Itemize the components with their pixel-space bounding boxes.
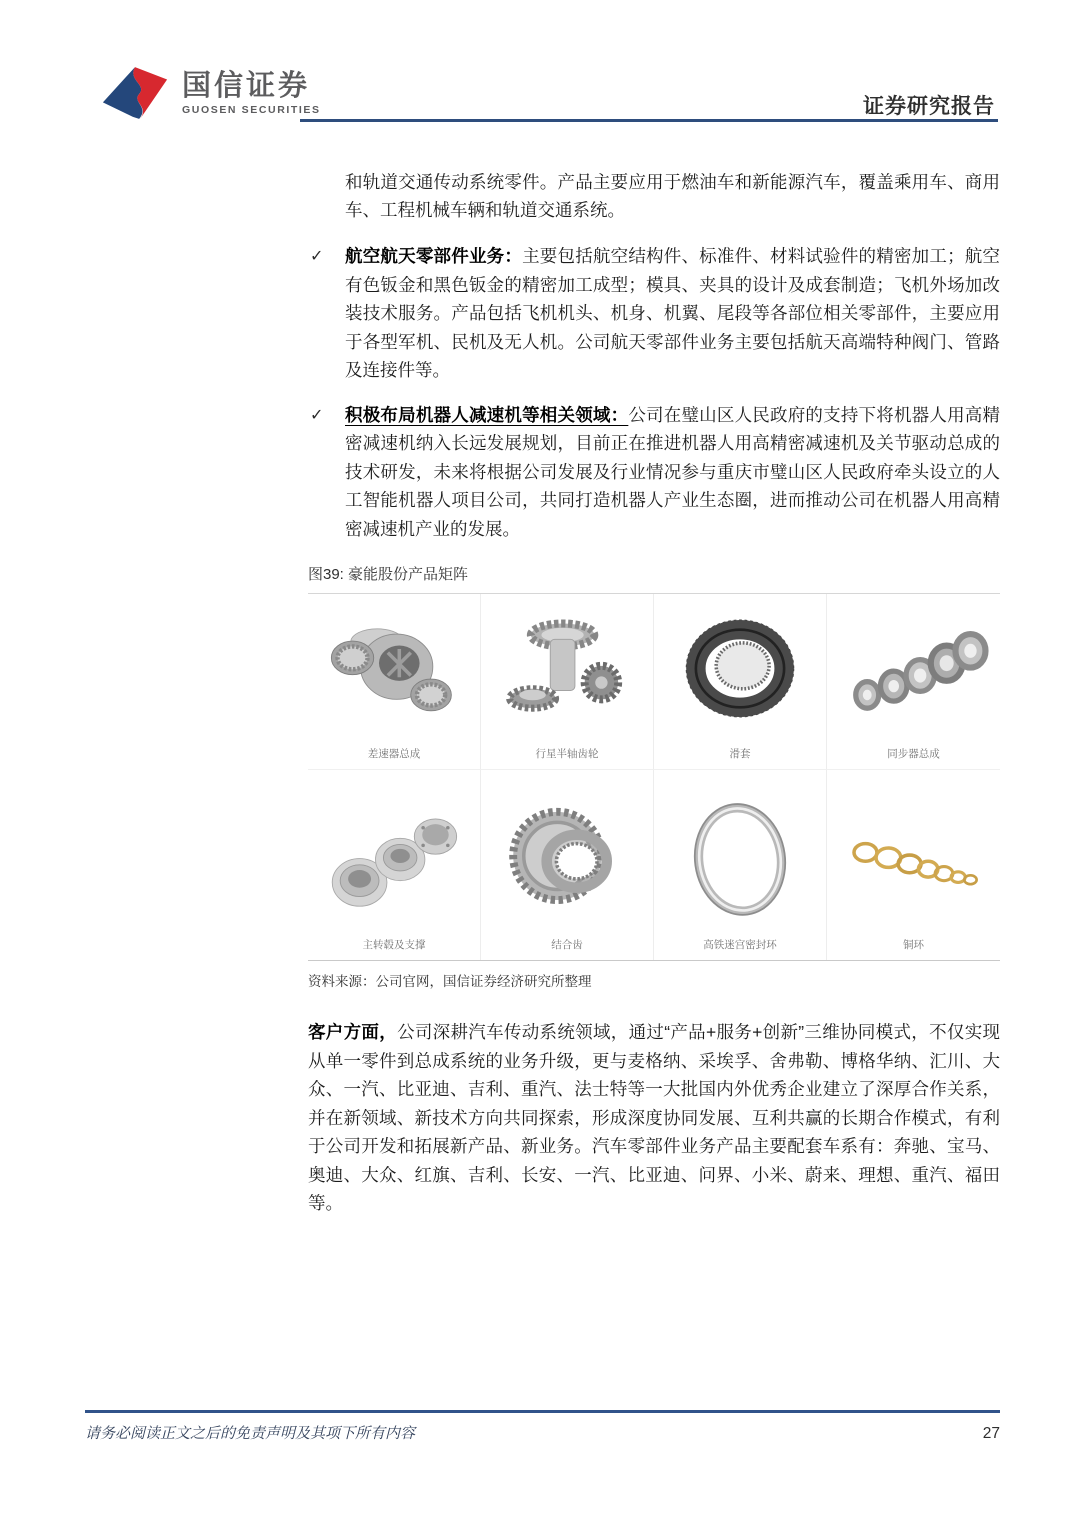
differential-assembly-image bbox=[319, 604, 469, 740]
product-cell bbox=[827, 594, 1000, 770]
product-label: 高铁迷宫密封环 bbox=[703, 939, 777, 951]
bullet-title: 积极布局机器人减速机等相关领域： bbox=[345, 404, 629, 425]
product-cell bbox=[308, 770, 481, 960]
figure-source: 资料来源：公司官网，国信证券经济研究所整理 bbox=[308, 974, 592, 989]
product-cell bbox=[481, 594, 654, 770]
bullet-list bbox=[308, 242, 1000, 543]
synchronizer-assembly-image bbox=[839, 604, 989, 740]
figure-title: 图39: 豪能股份产品矩阵 bbox=[308, 563, 1000, 594]
product-label: 主转毂及支撑 bbox=[362, 939, 426, 951]
product-cell bbox=[308, 594, 481, 770]
product-label: 同步器总成 bbox=[887, 748, 940, 760]
copper-ring-image bbox=[839, 795, 989, 931]
checkmark-icon: ✓ bbox=[310, 248, 324, 265]
paragraph-lead: 客户方面， bbox=[308, 1022, 398, 1042]
logo-name-cn: 国信证券 bbox=[182, 69, 311, 102]
page-footer bbox=[85, 1410, 1000, 1443]
logo-name-en: GUOSEN SECURITIES bbox=[182, 103, 321, 116]
product-label: 行星半轴齿轮 bbox=[535, 748, 599, 760]
product-cell bbox=[827, 770, 1000, 960]
header-divider bbox=[300, 119, 998, 122]
product-matrix-grid bbox=[308, 594, 1000, 961]
sliding-sleeve-image bbox=[665, 604, 815, 740]
page-number: 27 bbox=[982, 1425, 1000, 1442]
logo-text bbox=[182, 71, 321, 116]
bullet-text: 主要包括航空结构件、标准件、材料试验件的精密加工；航空有色钣金和黑色钣金的精密加工成型；模具、夹具的设计及成套制造；飞机外场加改装技术服务。产品包括飞机机头、机身、机翼、尾段等各部位相关零部件，主要应用于各型军机、民机及无人机。公司航天零部件业务主要包括航天高端特种阀门、管路及连接件等。 bbox=[345, 246, 1001, 380]
bullet-text: 公司在璧山区人民政府的支持下将机器人用高精密减速机纳入长远发展规划，目前正在推进机器人用高精密减速机及关节驱动总成的技术研发，未来将根据公司发展及行业情况参与重庆市璧山区人民政府牵头设立的人工智能机器人项目公司，共同打造机器人产业生态圈，进而推动公司在机器人用高精密减速机产业的发展。 bbox=[345, 404, 1001, 539]
product-label: 滑套 bbox=[729, 748, 751, 760]
product-cell bbox=[654, 770, 827, 960]
hub-and-support-image bbox=[319, 795, 469, 931]
bullet-robot-reducer bbox=[308, 401, 1000, 544]
report-type-label: 证券研究报告 bbox=[863, 95, 995, 118]
page-header bbox=[0, 0, 1080, 130]
coupling-gear-image bbox=[492, 795, 642, 931]
labyrinth-seal-ring-image bbox=[665, 795, 815, 931]
intro-paragraph: 和轨道交通传动系统零件。产品主要应用于燃油车和新能源汽车，覆盖乘用车、商用车、工程机械车辆和轨道交通系统。 bbox=[345, 171, 1000, 220]
product-label: 差速器总成 bbox=[367, 748, 421, 760]
product-cell bbox=[654, 594, 827, 770]
guosen-logo bbox=[100, 64, 321, 122]
paragraph-text: 公司深耕汽车传动系统领域，通过“产品+服务+创新”三维协同模式，不仅实现从单一零件到总成系统的业务升级，更与麦格纳、采埃孚、舍弗勒、博格华纳、汇川、大众、一汽、比亚迪、吉利、重汽、法士特等一大批国内外优秀企业建立了深厚合作关系，并在新领域、新技术方向共同探索，形成深度协同发展、互利共赢的长期合作模式，有利于公司开发和拓展新产品、新业务。汽车零部件业务产品主要配套车系有：奔驰、宝马、奥迪、大众、红旗、吉利、长安、一汽、比亚迪、问界、小米、蔚来、理想、重汽、福田等。 bbox=[308, 1022, 1001, 1213]
product-cell bbox=[481, 770, 654, 960]
guosen-logo-icon bbox=[100, 64, 170, 122]
planetary-axle-gear-image bbox=[492, 604, 642, 740]
checkmark-icon: ✓ bbox=[310, 406, 324, 424]
bullet-aerospace bbox=[308, 242, 1000, 385]
product-label: 结合齿 bbox=[551, 939, 583, 951]
product-label: 铜环 bbox=[903, 939, 924, 951]
bullet-title: 航空航天零部件业务： bbox=[345, 246, 523, 266]
main-content bbox=[308, 150, 1000, 1235]
figure-39 bbox=[308, 563, 1000, 990]
footer-disclaimer: 请务必阅读正文之后的免责声明及其项下所有内容 bbox=[85, 1425, 416, 1442]
customer-paragraph bbox=[308, 1018, 1000, 1218]
